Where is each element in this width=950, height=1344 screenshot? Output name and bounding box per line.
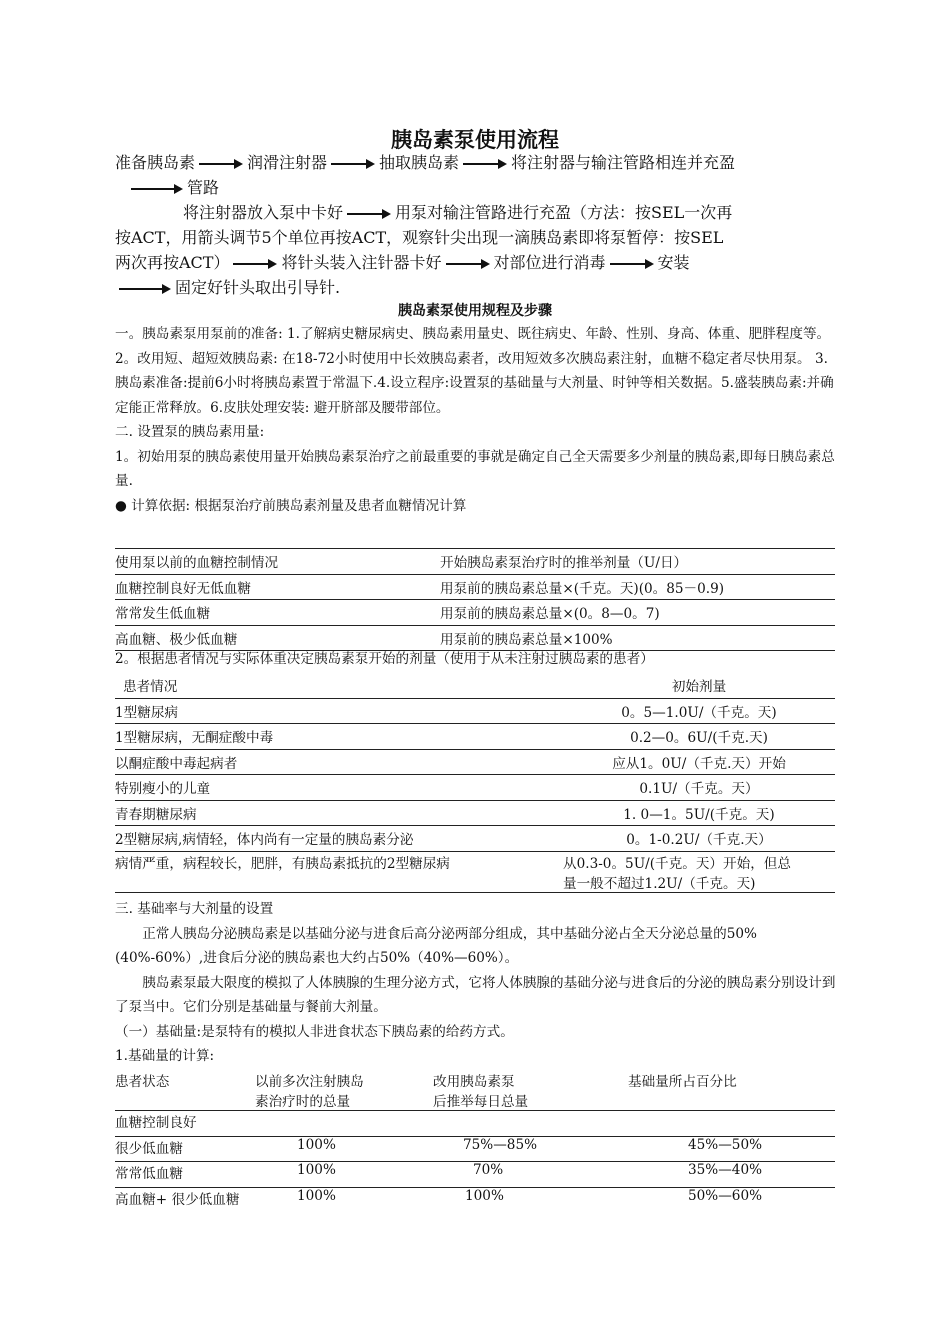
- table-initial-dose: [115, 548, 835, 651]
- prep-paragraph: 一。胰岛素泵用泵前的准备: 1.了解病史糖尿病史、胰岛素用量史、既往病史、年龄、性别、身高、体重、肥胖程度等。2。改用短、超短效胰岛素: 在18-72小时使用中长效胰岛素者，改用短效多次胰岛素注射，血糖不稳定者尽快用泵。 3. 胰岛素准备:提前6小时将胰岛素置于常温下.4.设立程序:设置泵的基础量与大剂量、时钟等相关数据。5.盛装胰岛素:并确定能正常释放。6.皮肤处理安装: 避开脐部及腰带部位。: [115, 326, 834, 416]
- header-line: 以前多次注射胰岛: [255, 1074, 364, 1090]
- arrow-right-icon: [119, 284, 171, 294]
- table-row: [115, 600, 835, 626]
- table-cell: 血糖控制良好: [115, 1111, 255, 1137]
- table-row: [115, 851, 835, 892]
- table-cell: 1型糖尿病: [115, 698, 563, 724]
- table-cell: 2型糖尿病,病情轻，体内尚有一定量的胰岛素分泌: [115, 826, 563, 852]
- table-row: [115, 826, 835, 852]
- header-line: 患者状态: [115, 1074, 170, 1090]
- flow-step: 将针头装入注针器卡好: [281, 253, 442, 272]
- table-cell: 100%: [255, 1162, 425, 1188]
- table-cell: 0。1-0.2U/（千克.天）: [563, 826, 835, 852]
- header-line: 素治疗时的总量: [255, 1094, 351, 1110]
- arrow-right-icon: [331, 159, 375, 169]
- cell-line: 从0.3-0。5U/(千克。天）开始，但总: [563, 855, 791, 872]
- table-header: 初始剂量: [563, 673, 835, 698]
- calc-basis: ● 计算依据: 根据泵治疗前胰岛素剂量及患者血糖情况计算: [115, 497, 467, 514]
- table-header: [255, 1070, 425, 1111]
- table-cell: 0.1U/（千克。天）: [563, 775, 835, 801]
- flow-step: 对部位进行消毒: [493, 253, 606, 272]
- document-title: 胰岛素泵使用流程: [391, 128, 559, 152]
- table-cell: 青春期糖尿病: [115, 800, 563, 826]
- table-row: [115, 549, 835, 575]
- flow-steps: [115, 150, 845, 300]
- table-cell: 以酮症酸中毒起病者: [115, 749, 563, 775]
- table-cell: 应从1。0U/（千克.天）开始: [563, 749, 835, 775]
- arrow-right-icon: [446, 259, 490, 269]
- table-row: [115, 1162, 835, 1188]
- table-row: [115, 1136, 835, 1162]
- table-cell: 高血糖+ 很少低血糖: [115, 1191, 240, 1208]
- table-row: [115, 698, 835, 724]
- table-cell: 50%—60%: [688, 1187, 763, 1204]
- table-row: [115, 749, 835, 775]
- table-cell: 特别瘦小的儿童: [115, 775, 563, 801]
- table-cell: 1. 0—1。5U/(千克。天): [563, 800, 835, 826]
- section-weight: [115, 647, 840, 672]
- table-cell: [255, 1111, 425, 1137]
- flow-step: 将注射器放入泵中卡好: [183, 203, 344, 222]
- section-heading-3: 三. 基础率与大剂量的设置: [115, 901, 274, 917]
- dose-paragraph: 1。初始用泵的胰岛素使用量开始胰岛素泵治疗之前最重要的事就是确定自己全天需要多少剂量的胰岛素,即每日胰岛素总量.: [115, 448, 835, 489]
- basal-calc-heading: 1.基础量的计算:: [115, 1048, 215, 1064]
- header-line: 后推举每日总量: [433, 1094, 529, 1110]
- table-basal-rate: [115, 1070, 835, 1212]
- arrow-right-icon: [233, 259, 277, 269]
- table-header: 患者情况: [115, 673, 563, 698]
- table-cell: 75%—85%: [425, 1136, 628, 1162]
- table-row: [115, 800, 835, 826]
- flow-step: 管路: [187, 178, 220, 197]
- table-header: [115, 1070, 255, 1111]
- section-prep: [115, 322, 840, 518]
- arrow-right-icon: [131, 184, 183, 194]
- basal-paragraph-2: 胰岛素泵最大限度的模拟了人体胰腺的生理分泌方式，它将人体胰腺的基础分泌与进食后的分泌的胰岛素分别设计到了泵当中。它们分别是基础量与餐前大剂量。: [115, 974, 836, 1015]
- table-row: [115, 574, 835, 600]
- table-row: [115, 775, 835, 801]
- table-cell: 使用泵以前的血糖控制情况: [115, 549, 440, 575]
- table-cell: 0.2—0。6U/(千克.天): [563, 724, 835, 750]
- arrow-right-icon: [610, 259, 654, 269]
- table-cell: 35%—40%: [628, 1162, 835, 1188]
- table-cell: 病情严重，病程较长，肥胖，有胰岛素抵抗的2型糖尿病: [115, 851, 563, 892]
- table-cell: 常常发生低血糖: [115, 600, 440, 626]
- section-subtitle: 胰岛素泵使用规程及步骤: [398, 303, 552, 319]
- table-cell: 100%: [297, 1187, 336, 1204]
- table-weight-dose: [115, 673, 835, 893]
- table-cell: 用泵前的胰岛素总量×100%: [440, 625, 835, 651]
- table-cell: 高血糖、极少低血糖: [115, 625, 440, 651]
- flow-step: 抽取胰岛素: [379, 153, 460, 172]
- arrow-right-icon: [463, 159, 507, 169]
- weight-heading: 2。根据患者情况与实际体重决定胰岛素泵开始的剂量（使用于从未注射过胰岛素的患者）: [115, 651, 654, 667]
- table-cell: [628, 1111, 835, 1137]
- flow-step: 润滑注射器: [247, 153, 328, 172]
- table-cell: 用泵前的胰岛素总量×(千克。天)(0。85－0.9): [440, 574, 835, 600]
- table-cell: 开始胰岛素泵治疗时的推举剂量（U/日）: [440, 549, 835, 575]
- basal-definition: （一）基础量:是泵特有的模拟人非进食状态下胰岛素的给药方式。: [115, 1023, 514, 1040]
- table-cell: 常常低血糖: [115, 1162, 255, 1188]
- flow-step: 将注射器与输注管路相连并充盈: [511, 153, 736, 172]
- flow-line-2: [115, 175, 845, 200]
- table-row: [115, 724, 835, 750]
- table-cell: [563, 851, 835, 892]
- flow-step: 准备胰岛素: [115, 153, 196, 172]
- table-row: [115, 673, 835, 698]
- flow-step: 固定好针头取出引导针.: [175, 278, 341, 297]
- table-cell: [425, 1111, 628, 1137]
- table-cell: 70%: [425, 1162, 628, 1188]
- table-cell: 用泵前的胰岛素总量×(0。8—0。7): [440, 600, 835, 626]
- table-header: [425, 1070, 628, 1111]
- flow-line-3: [115, 200, 845, 225]
- flow-step: 安装: [657, 253, 690, 272]
- table-cell: 45%—50%: [628, 1136, 835, 1162]
- table-cell: 0。5—1.0U/（千克。天): [563, 698, 835, 724]
- header-line: 改用胰岛素泵: [433, 1074, 515, 1090]
- basal-paragraph-1: 正常人胰岛分泌胰岛素是以基础分泌与进食后高分泌两部分组成，其中基础分泌占全天分泌总量的50%(40%-60%）,进食后分泌的胰岛素也大约占50%（40%—60%）。: [115, 925, 757, 966]
- table-header: [628, 1070, 835, 1111]
- cell-line: 量一般不超过1.2U/（千克。天): [563, 875, 756, 892]
- flow-line-1: [115, 150, 845, 175]
- table-row: [115, 1111, 835, 1137]
- flow-step: 用泵对输注管路进行充盈（方法：按SEL一次再: [395, 203, 733, 222]
- flow-step: 两次再按ACT）: [115, 253, 230, 272]
- table-cell: 很少低血糖: [115, 1136, 255, 1162]
- header-line: 基础量所占百分比: [628, 1074, 737, 1090]
- section-heading-2: 二. 设置泵的胰岛素用量:: [115, 424, 265, 440]
- table-cell: 血糖控制良好无低血糖: [115, 574, 440, 600]
- flow-line-5: [115, 250, 845, 275]
- table-row: [115, 1187, 835, 1212]
- table-row: [115, 1070, 835, 1111]
- table-cell: 1型糖尿病，无酮症酸中毒: [115, 724, 563, 750]
- table-cell: 100%: [255, 1136, 425, 1162]
- section-basal: [115, 897, 840, 1069]
- flow-line-4: 按ACT，用箭头调节5个单位再按ACT，观察针尖出现一滴胰岛素即将泵暂停：按SEL: [115, 228, 724, 247]
- arrow-right-icon: [347, 209, 391, 219]
- table-cell: 100%: [465, 1187, 504, 1204]
- flow-line-6: [115, 275, 845, 300]
- arrow-right-icon: [199, 159, 243, 169]
